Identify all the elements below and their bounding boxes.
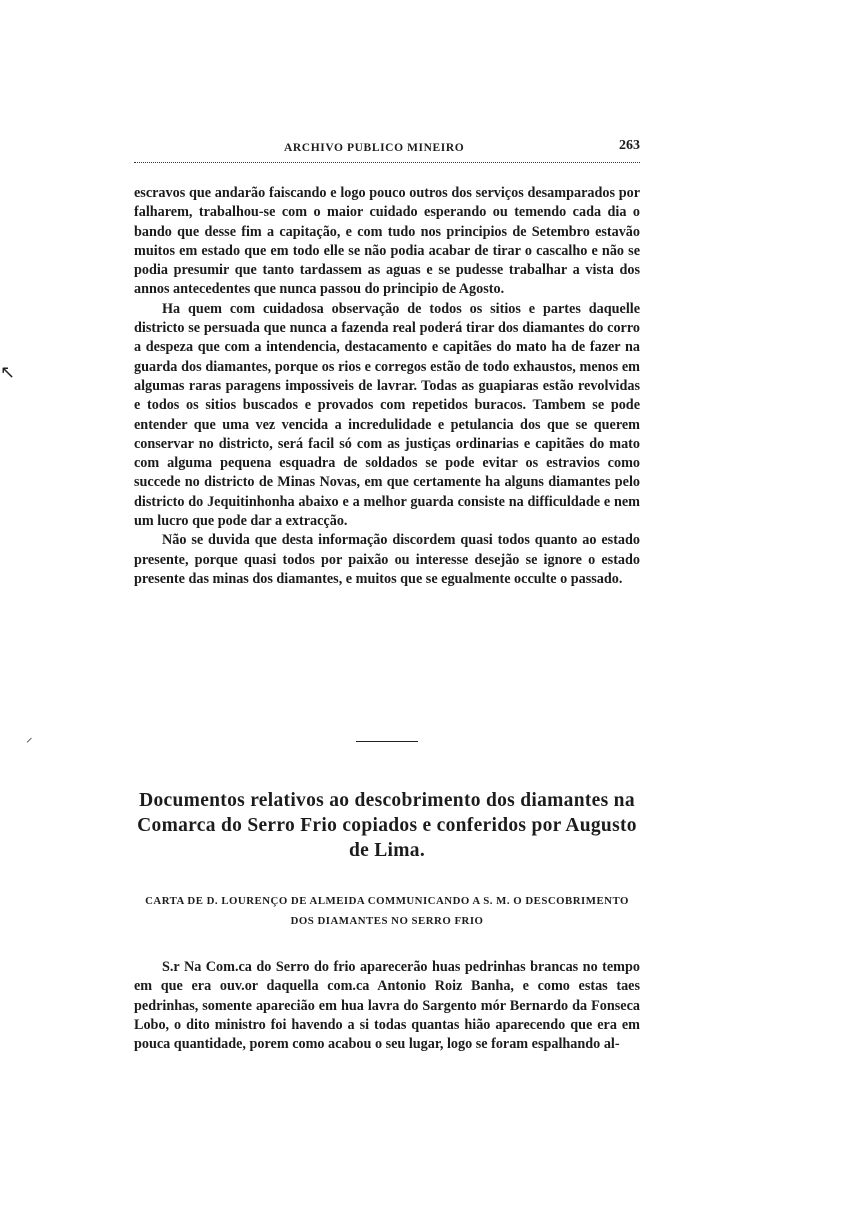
body-text-top	[134, 184, 640, 589]
running-head	[134, 138, 640, 160]
letter-heading: CARTA DE D. LOURENÇO DE ALMEIDA COMMUNICANDO A S. M. O DESCOBRIMENTO DOS DIAMANTES NO SERRO FRIO	[145, 895, 629, 927]
header-rule	[134, 162, 640, 163]
margin-mark-icon: ⸍	[26, 736, 33, 751]
paragraph: S.r Na Com.ca do Serro do frio aparecerão huas pedrinhas brancas no tempo em que era ouv.or daquella com.ca Antonio Roiz Banha, e como estas taes pedrinhas, somente aparecião em hua lavra do Sargento mór Bernardo da Fonseca Lobo, o dito ministro foi havendo a si todas quantas hião aparecendo que era em pouca quantidade, porem como acabou o seu lugar, logo se foram espalhando al-	[134, 959, 640, 1053]
paragraph: Não se duvida que desta informação discordem quasi todos quanto ao estado presente, porque quasi todos por paixão ou interesse desejão se ignore o estado presente das minas dos diamantes, e muitos que se egualmente occulte o passado.	[134, 532, 640, 587]
section-title: Documentos relativos ao descobrimento dos diamantes na Comarca do Serro Frio copiados e conferidos por Augusto de Lima.	[137, 790, 637, 861]
page-number: 263	[619, 138, 640, 153]
paragraph: Ha quem com cuidadosa observação de todos os sitios e partes daquelle districto se persuada que nunca a fazenda real poderá tirar dos diamantes do corro a despeza que com a intendencia, destacamento e capitães do mato ha de fazer na guarda dos diamantes, porque os rios e corregos estão de todo exhaustos, menos em algumas raras paragens impossiveis de lavrar. Todas as guapiaras estão revolvidas e todos os sitios buscados e provados com repetidos buracos. Tambem se pode entender que uma vez vencida a incredulidade e petulancia dos que se querem conservar no districto, será facil só com as justiças ordinarias e capitães do mato com alguma pequena esquadra de soldados se pode evitar os estravios como succede no districto de Minas Novas, em que certamente ha alguns diamantes pelo districto do Jequitinhonha abaixo e a melhor guarda consiste na difficuldade e nem um lucro que pode dar a extracção.	[134, 300, 640, 530]
section-separator	[356, 741, 418, 742]
body-text-letter	[134, 958, 640, 1054]
running-title: ARCHIVO PUBLICO MINEIRO	[284, 142, 465, 154]
margin-mark-icon: ↖	[0, 362, 16, 383]
paragraph: escravos que andarão faiscando e logo pouco outros dos serviços desamparados por falharem, trabalhou-se com o maior cuidado esperando ou temendo cada dia o bando que desse fim a capitação, e com tudo nos principios de Setembro estavão muitos em estado que em todo elle se não podia acabar de tirar o cascalho e não se podia presumir que tanto tardassem as aguas e se pudesse trabalhar a vista dos annos antecedentes que nunca passou do principio de Agosto.	[134, 185, 640, 298]
